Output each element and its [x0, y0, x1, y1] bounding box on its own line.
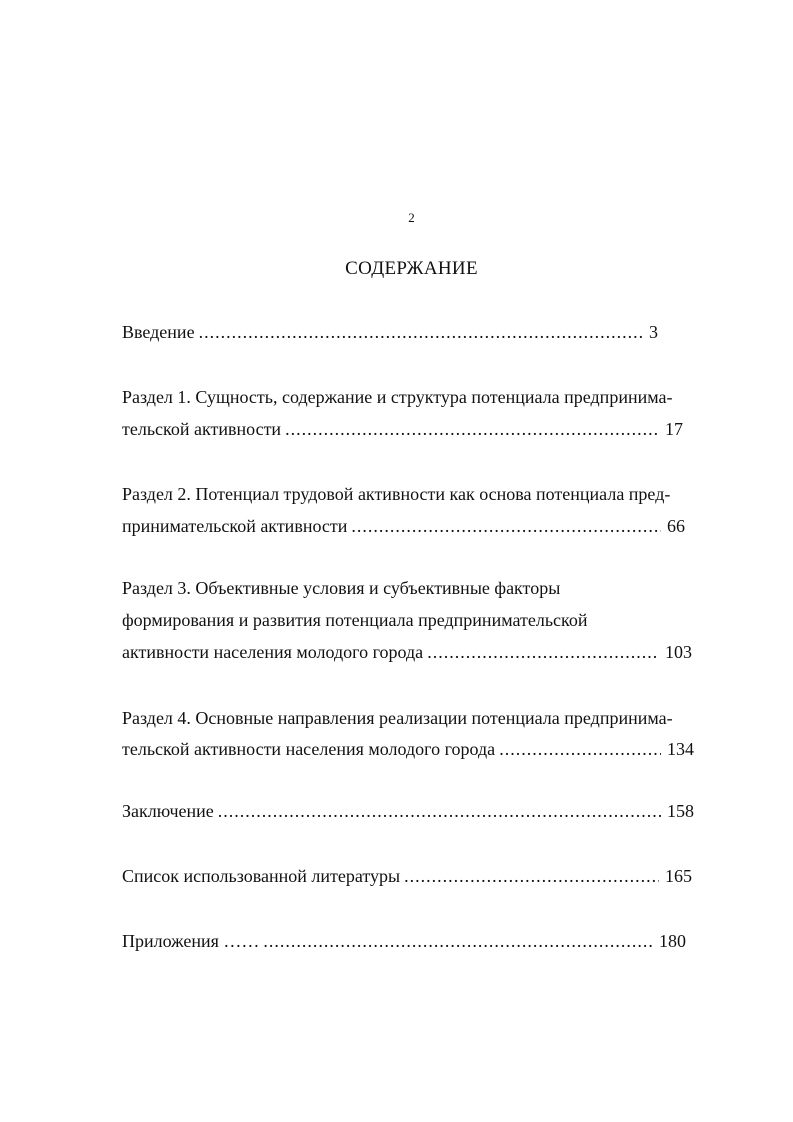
leader-dots	[404, 862, 659, 890]
leader-dots	[218, 797, 661, 825]
toc-entry-title: тельской активности	[122, 419, 282, 439]
toc-entry-section3-line1[interactable]: Раздел 3. Объективные условия и субъективные факторы	[122, 578, 561, 598]
toc-entry-appendices[interactable]	[122, 927, 686, 955]
toc-entry-section3-line2[interactable]: формирования и развития потенциала предпринимательской	[122, 610, 588, 630]
toc-entry-page: 17	[665, 419, 683, 439]
leader-dots	[199, 318, 643, 346]
toc-entry-section4[interactable]	[122, 735, 694, 763]
toc-entry-title: принимательской активности	[122, 516, 348, 536]
leader-dots	[263, 927, 653, 955]
leader-dots	[427, 638, 659, 666]
toc-entry-section2[interactable]	[122, 512, 685, 540]
toc-entry-page: 158	[667, 801, 694, 821]
page-title: СОДЕРЖАНИЕ	[345, 258, 478, 279]
toc-entry-section3[interactable]	[122, 638, 692, 666]
toc-entry-page: 103	[665, 642, 692, 662]
toc-entry-intro[interactable]	[122, 318, 658, 346]
toc-entry-page: 134	[667, 739, 694, 759]
toc-entry-title: тельской активности населения молодого города	[122, 739, 496, 759]
toc-entry-section1[interactable]	[122, 415, 683, 443]
leader-dots	[351, 512, 661, 540]
leader-dots	[285, 415, 659, 443]
toc-entry-title: Введение	[122, 322, 195, 342]
toc-entry-title: Приложения ……	[122, 931, 260, 951]
toc-entry-bibliography[interactable]	[122, 862, 692, 890]
page-number: 2	[408, 210, 415, 225]
toc-entry-section1-line1[interactable]: Раздел 1. Сущность, содержание и структура потенциала предпринима-	[122, 387, 673, 407]
toc-entry-page: 165	[665, 866, 692, 886]
toc-entry-page: 180	[659, 931, 686, 951]
toc-entry-title: активности населения молодого города	[122, 642, 424, 662]
toc-entry-conclusion[interactable]	[122, 797, 694, 825]
toc-entry-section4-line1[interactable]: Раздел 4. Основные направления реализации потенциала предпринима-	[122, 708, 673, 728]
leader-dots	[499, 735, 661, 763]
toc-entry-page: 66	[667, 516, 685, 536]
toc-entry-section2-line1[interactable]: Раздел 2. Потенциал трудовой активности как основа потенциала пред-	[122, 484, 671, 504]
toc-entry-title: Заключение	[122, 801, 214, 821]
toc-entry-title: Список использованной литературы	[122, 866, 401, 886]
toc-entry-page: 3	[649, 322, 658, 342]
